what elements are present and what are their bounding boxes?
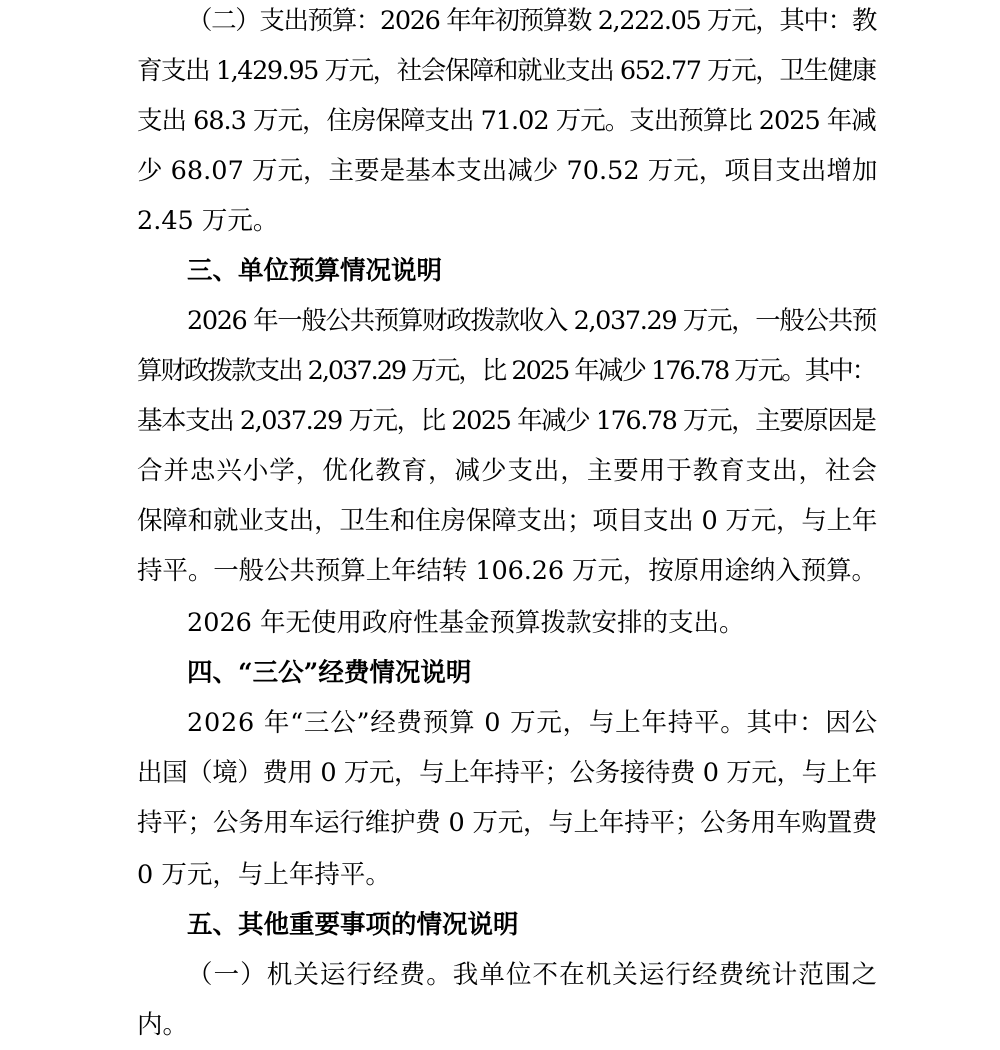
paragraph-line: 2.45 万元。 [137, 206, 279, 236]
paragraph-line: 内。 [137, 1010, 189, 1040]
paragraph-line: 少 68.07 万元，主要是基本支出减少 70.52 万元，项目支出增加 [137, 156, 878, 186]
paragraph-line: 出国（境）费用 0 万元，与上年持平；公务接待费 0 万元，与上年 [137, 758, 877, 788]
paragraph-line: （一）机关运行经费。我单位不在机关运行经费统计范围之 [187, 960, 879, 990]
paragraph-line: 保障和就业支出，卫生和住房保障支出；项目支出 0 万元，与上年 [137, 506, 878, 536]
paragraph-line: 0 万元，与上年持平。 [137, 860, 391, 890]
paragraph-line: 合并忠兴小学，优化教育，减少支出，主要用于教育支出，社会 [137, 456, 878, 486]
paragraph-line: 持平。一般公共预算上年结转 106.26 万元，按原用途纳入预算。 [137, 556, 877, 586]
section-heading: 三、单位预算情况说明 [187, 256, 443, 286]
paragraph-line: 算财政拨款支出 2,037.29 万元，比 2025 年减少 176.78 万元。其中： [137, 356, 876, 386]
paragraph-line: 支出 68.3 万元，住房保障支出 71.02 万元。支出预算比 2025 年减 [137, 106, 876, 136]
section-heading: 五、其他重要事项的情况说明 [187, 910, 519, 940]
section-heading: 四、“三公”经费情况说明 [187, 658, 472, 688]
paragraph-line: 2026 年一般公共预算财政拨款收入 2,037.29 万元，一般公共预 [187, 306, 876, 336]
paragraph-line: 2026 年无使用政府性基金预算拨款安排的支出。 [187, 608, 745, 638]
paragraph-line: 育支出 1,429.95 万元，社会保障和就业支出 652.77 万元，卫生健康 [137, 56, 876, 86]
paragraph-line: 基本支出 2,037.29 万元，比 2025 年减少 176.78 万元，主要原因是 [137, 406, 876, 436]
paragraph-line: 持平；公务用车运行维护费 0 万元，与上年持平；公务用车购置费 [137, 808, 878, 838]
paragraph-line: 2026 年“三公”经费预算 0 万元，与上年持平。其中：因公 [187, 708, 878, 738]
paragraph-line: （二）支出预算：2026 年年初预算数 2,222.05 万元，其中：教 [187, 6, 876, 36]
